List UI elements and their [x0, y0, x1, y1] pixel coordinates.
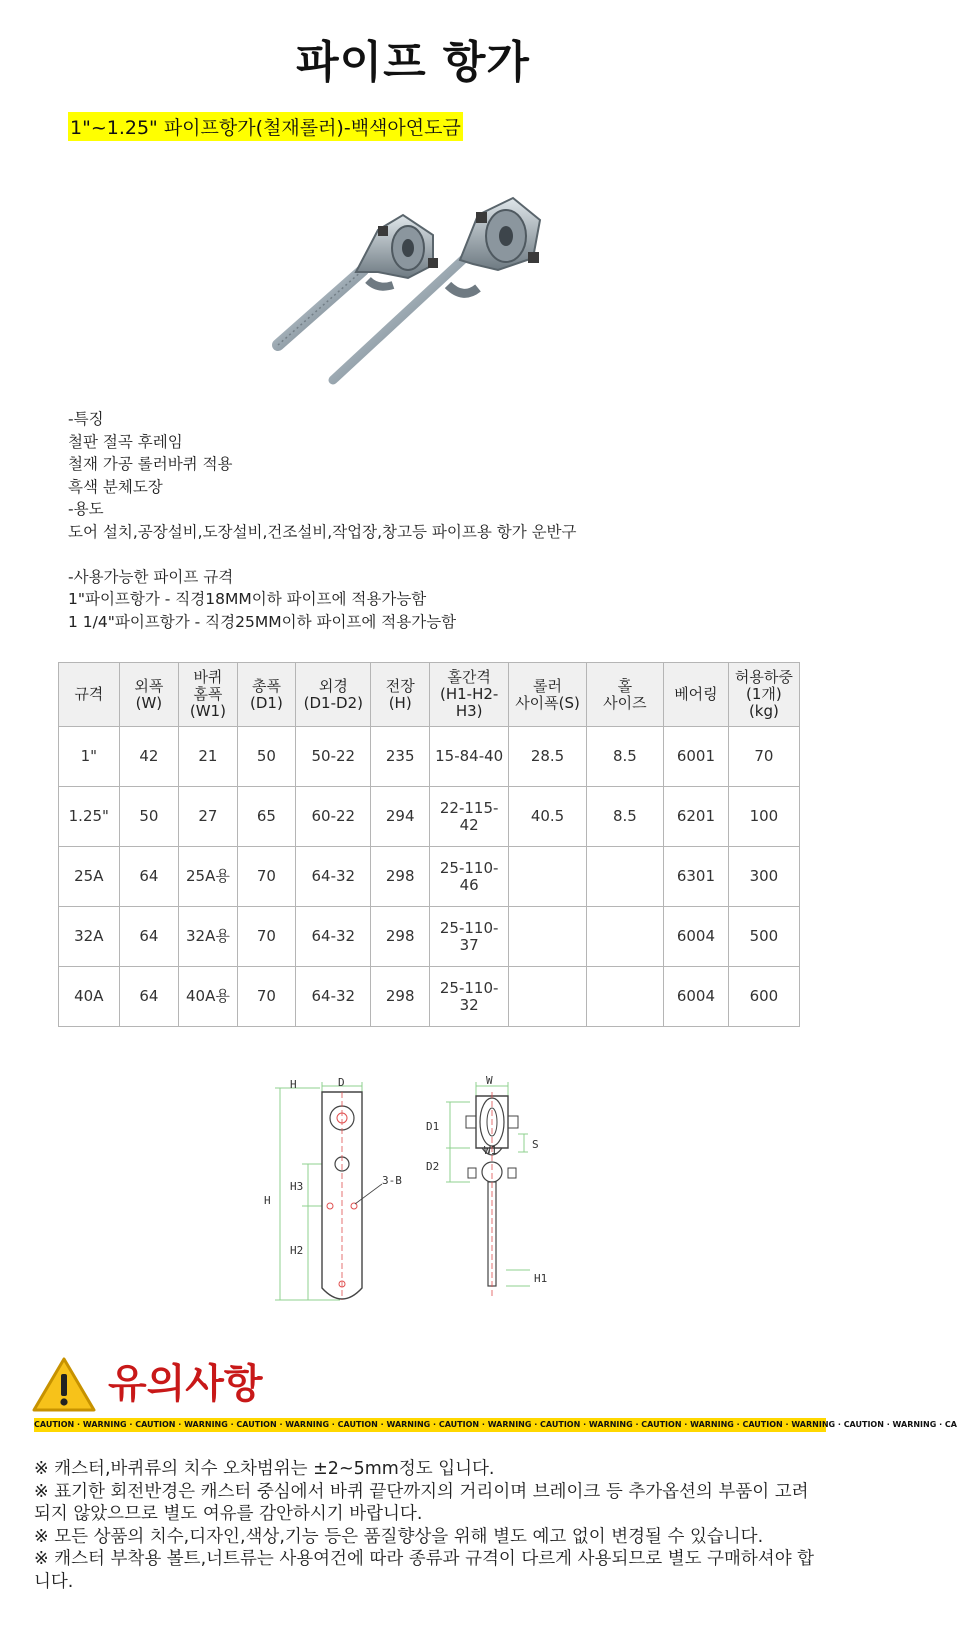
feature-line: 1"파이프항가 - 직경18MM이하 파이프에 적용가능함: [68, 590, 427, 608]
caution-title: 유의사항: [108, 1361, 263, 1407]
table-row: [59, 967, 800, 1027]
table-cell: 32A: [59, 907, 120, 967]
table-cell: 6004: [664, 907, 729, 967]
column-header: 베어링: [664, 663, 729, 727]
column-header: 외경 (D1-D2): [296, 663, 371, 727]
table-cell: [586, 907, 663, 967]
table-cell: 6001: [664, 727, 729, 787]
table-cell: 300: [728, 847, 799, 907]
feature-line: [68, 543, 577, 566]
table-cell: 27: [179, 787, 238, 847]
warning-triangle-icon: [32, 1356, 96, 1414]
table-header-row: [59, 663, 800, 727]
caution-notes: [34, 1458, 824, 1593]
table-cell: 1.25": [59, 787, 120, 847]
column-header: 홀간격 (H1-H2- H3): [429, 663, 508, 727]
product-subtitle: 1"~1.25" 파이프항가(철재롤러)-백색아연도금: [68, 112, 463, 141]
table-cell: 235: [371, 727, 430, 787]
caution-note: ※ 표기한 회전반경은 캐스터 중심에서 바퀴 끝단까지의 거리이며 브레이크 등 추가옵션의 부품이 고려되지 않았으므로 별도 여유를 감안하시기 바랍니다.: [34, 1481, 809, 1524]
column-header: 바퀴 홈폭 (W1): [179, 663, 238, 727]
table-cell: 50: [237, 727, 296, 787]
side-view: [446, 1082, 530, 1298]
table-cell: 15-84-40: [429, 727, 508, 787]
table-cell: 50: [119, 787, 179, 847]
table-cell: 21: [179, 727, 238, 787]
hanger-large: [333, 198, 540, 380]
table-cell: [509, 967, 586, 1027]
table-cell: 25A용: [179, 847, 238, 907]
table-cell: 22-115- 42: [429, 787, 508, 847]
table-cell: 600: [728, 967, 799, 1027]
table-cell: 50-22: [296, 727, 371, 787]
table-cell: 64: [119, 907, 179, 967]
table-cell: 6004: [664, 967, 729, 1027]
table-cell: [509, 907, 586, 967]
table-row: [59, 907, 800, 967]
dim-label-h2: H2: [290, 1244, 304, 1257]
column-header: 규격: [59, 663, 120, 727]
caution-note: ※ 모든 상품의 치수,디자인,색상,기능 등은 품질향상을 위해 별도 예고 없이 변경될 수 있습니다.: [34, 1526, 764, 1547]
feature-line: -용도: [68, 500, 104, 518]
feature-line: 도어 설치,공장설비,도장설비,건조설비,작업장,창고등 파이프용 항가 운반구: [68, 522, 577, 541]
caution-tape: CAUTION · WARNING · CAUTION · WARNING · CAUTION · WARNING · CAUTION · WARNING · CAUTION · WARNING · CAUTION · WARNING · CAUTION · WARNING · CAUTION · WARNING · CAUTION · WARNING · CA: [34, 1418, 826, 1432]
table-cell: 8.5: [586, 727, 663, 787]
table-cell: 40.5: [509, 787, 586, 847]
table-cell: 70: [237, 967, 296, 1027]
table-cell: 70: [728, 727, 799, 787]
table-cell: 294: [371, 787, 430, 847]
feature-line: 철판 절곡 후레임: [68, 432, 183, 451]
table-cell: 64-32: [296, 847, 371, 907]
table-cell: 298: [371, 907, 430, 967]
column-header: 전장 (H): [371, 663, 430, 727]
dim-label-w: W: [486, 1074, 493, 1087]
table-cell: 64: [119, 847, 179, 907]
table-cell: 100: [728, 787, 799, 847]
product-photo: [228, 160, 618, 410]
table-cell: 70: [237, 907, 296, 967]
table-cell: 6201: [664, 787, 729, 847]
dim-label-d: D: [338, 1076, 345, 1089]
table-cell: 60-22: [296, 787, 371, 847]
page-title: 파이프 항가: [296, 37, 530, 88]
table-cell: 298: [371, 847, 430, 907]
table-row: [59, 787, 800, 847]
feature-line: -사용가능한 파이프 규격: [68, 567, 234, 586]
table-cell: 40A: [59, 967, 120, 1027]
table-row: [59, 847, 800, 907]
dim-label-d1: D1: [426, 1120, 440, 1133]
table-cell: 25-110- 46: [429, 847, 508, 907]
feature-list: [68, 408, 577, 633]
hanger-small: [278, 215, 438, 345]
caution-note: ※ 캐스터 부착용 볼트,너트류는 사용여건에 따라 종류과 규격이 다르게 사용되므로 별도 구매하셔야 합니다.: [34, 1549, 815, 1592]
column-header: 총폭 (D1): [237, 663, 296, 727]
column-header: 롤러 사이폭(S): [509, 663, 586, 727]
table-cell: 25-110- 37: [429, 907, 508, 967]
feature-line: 철재 가공 롤러바퀴 적용: [68, 455, 233, 473]
caution-note: ※ 캐스터,바퀴류의 치수 오차범위는 ±2~5mm정도 입니다.: [34, 1459, 495, 1479]
table-cell: 500: [728, 907, 799, 967]
table-cell: 64: [119, 967, 179, 1027]
dim-label-h3: H3: [290, 1180, 304, 1193]
table-cell: 40A용: [179, 967, 238, 1027]
column-header: 외폭 (W): [119, 663, 179, 727]
table-cell: 64-32: [296, 967, 371, 1027]
dim-label-h1: H1: [534, 1272, 548, 1285]
table-cell: 1": [59, 727, 120, 787]
table-cell: 6301: [664, 847, 729, 907]
spec-table: [58, 662, 800, 1027]
table-cell: 8.5: [586, 787, 663, 847]
dim-label-h-side: H: [264, 1194, 271, 1207]
dim-label-hole: 3-B: [382, 1174, 402, 1187]
dim-label-d2: D2: [426, 1160, 440, 1173]
table-cell: 32A용: [179, 907, 238, 967]
table-cell: [586, 967, 663, 1027]
table-cell: 25A: [59, 847, 120, 907]
table-cell: 298: [371, 967, 430, 1027]
table-row: [59, 727, 800, 787]
table-cell: 64-32: [296, 907, 371, 967]
table-cell: 65: [237, 787, 296, 847]
table-cell: [509, 847, 586, 907]
table-cell: 70: [237, 847, 296, 907]
dim-label-w1: W1: [484, 1144, 498, 1157]
table-cell: 42: [119, 727, 179, 787]
feature-line: 1 1/4"파이프항가 - 직경25MM이하 파이프에 적용가능함: [68, 612, 457, 631]
table-cell: 25-110- 32: [429, 967, 508, 1027]
dim-label-s: S: [532, 1138, 539, 1151]
diagram-labels: [264, 1074, 547, 1285]
column-header: 허용하중 (1개) (kg): [728, 663, 799, 727]
feature-line: 흑색 분체도장: [68, 477, 163, 496]
table-cell: [586, 847, 663, 907]
dimension-diagram: [264, 1074, 590, 1310]
table-cell: 28.5: [509, 727, 586, 787]
dim-label-h: H: [290, 1078, 297, 1091]
feature-line: -특징: [68, 410, 104, 428]
column-header: 홀 사이즈: [586, 663, 663, 727]
